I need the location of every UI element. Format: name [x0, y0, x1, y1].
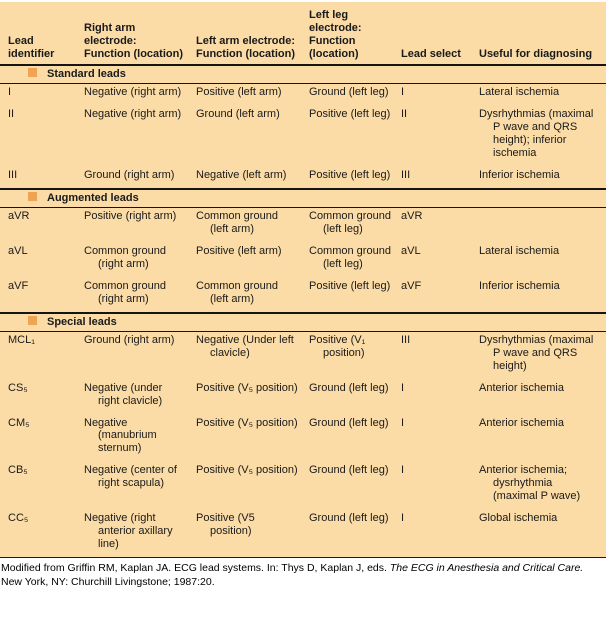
left-leg-cell: Ground (left leg): [309, 381, 389, 394]
right-arm-cell: Negative (center of right scapula): [84, 464, 177, 490]
lead-select-cell: I: [401, 86, 405, 99]
right-arm-cell: Positive (right arm): [84, 210, 177, 223]
section-header-standard-leads: [0, 65, 606, 83]
right-arm-cell: Negative (right arm): [84, 86, 182, 99]
lead-identifier-cell: CM₅: [8, 416, 30, 429]
right-arm-cell: Common ground (right arm): [84, 245, 166, 270]
diagnosing-cell: Global ischemia: [479, 511, 558, 524]
col-header-lead-select: Lead select: [401, 47, 461, 60]
lead-select-cell: III: [401, 168, 411, 181]
diagnosing-cell: Anterior ischemia; dysrhythmia (maximal P wave): [479, 464, 581, 502]
left-leg-cell: Positive (V₁ position): [309, 334, 366, 360]
table-row: [0, 278, 606, 314]
lead-identifier-cell: II: [8, 108, 15, 121]
lead-select-cell: II: [401, 108, 408, 121]
citation-book-title: The ECG in Anesthesia and Critical Care.: [389, 562, 584, 575]
diagnosing-cell: Lateral ischemia: [479, 245, 560, 258]
left-leg-cell: Positive (left leg): [309, 168, 391, 181]
diagnosing-cell: Anterior ischemia: [479, 416, 564, 429]
right-arm-cell: Negative (manubrium sternum): [84, 416, 157, 455]
left-leg-cell: Ground (left leg): [309, 416, 389, 429]
lead-identifier-cell: CB₅: [8, 464, 28, 477]
left-arm-cell: Positive (V₅ position): [196, 464, 298, 477]
col-header-left-leg: Left leg electrode: Function (location): [309, 9, 362, 60]
section-header-augmented-leads: [0, 189, 606, 207]
lead-identifier-cell: aVL: [8, 245, 28, 258]
lead-select-cell: aVR: [401, 210, 423, 223]
ecg-leads-table: [0, 2, 606, 558]
section-bullet-icon: [28, 192, 37, 201]
lead-identifier-cell: III: [8, 168, 18, 181]
left-leg-cell: Ground (left leg): [309, 511, 389, 524]
section-bullet-icon: [28, 68, 37, 77]
col-header-diagnosing: Useful for diagnosing: [479, 47, 593, 60]
table-row: [0, 415, 606, 463]
diagnosing-cell: Dysrhythmias (maximal P wave and QRS height): [479, 334, 594, 373]
table-row: [0, 380, 606, 415]
lead-select-cell: aVF: [401, 279, 422, 292]
table-row: [0, 510, 606, 558]
table-row: [0, 243, 606, 278]
left-leg-cell: Positive (left leg): [309, 108, 391, 121]
left-arm-cell: Positive (V5 position): [196, 511, 255, 537]
section-bullet-icon: [28, 316, 37, 325]
lead-identifier-cell: CC₅: [8, 511, 29, 524]
left-arm-cell: Common ground (left arm): [196, 210, 278, 236]
lead-select-cell: I: [401, 381, 405, 394]
right-arm-cell: Negative (right anterior axillary line): [84, 511, 173, 550]
lead-identifier-cell: CS₅: [8, 381, 28, 394]
left-arm-cell: Positive (V₅ position): [196, 381, 298, 394]
diagnosing-cell: Lateral ischemia: [479, 86, 560, 99]
col-header-lead-identifier: Lead identifier: [8, 34, 55, 60]
lead-identifier-cell: aVF: [8, 279, 29, 292]
left-leg-cell: Positive (left leg): [309, 279, 391, 292]
left-arm-cell: Common ground (left arm): [196, 279, 278, 305]
diagnosing-cell: Inferior ischemia: [479, 168, 560, 181]
right-arm-cell: Ground (right arm): [84, 168, 175, 181]
right-arm-cell: Common ground (right arm): [84, 279, 166, 305]
lead-identifier-cell: aVR: [8, 210, 30, 223]
header-row: [0, 2, 606, 65]
lead-select-cell: III: [401, 334, 411, 347]
left-leg-cell: Ground (left leg): [309, 464, 389, 477]
lead-identifier-cell: MCL₁: [8, 334, 35, 347]
left-arm-cell: Positive (left arm): [196, 86, 282, 99]
left-leg-cell: Ground (left leg): [309, 86, 389, 99]
table-row: [0, 462, 606, 510]
citation-prefix: Modified from Griffin RM, Kaplan JA. ECG lead systems. In: Thys D, Kaplan J, eds.: [1, 562, 390, 575]
section-title: Standard leads: [47, 68, 126, 81]
left-arm-cell: Positive (V₅ position): [196, 416, 298, 429]
left-arm-cell: Negative (Under left clavicle): [196, 334, 294, 360]
left-leg-cell: Common ground (left leg): [309, 210, 391, 236]
lead-select-cell: I: [401, 464, 405, 477]
diagnosing-cell: Anterior ischemia: [479, 381, 564, 394]
table-row: [0, 167, 606, 190]
left-arm-cell: Negative (left arm): [196, 168, 287, 181]
right-arm-cell: Negative (under right clavicle): [84, 381, 163, 407]
section-header-special-leads: [0, 313, 606, 331]
lead-select-cell: I: [401, 511, 405, 524]
left-arm-cell: Ground (left arm): [196, 108, 280, 121]
section-title: Augmented leads: [47, 192, 139, 205]
table-row: [0, 332, 606, 380]
lead-select-cell: I: [401, 416, 405, 429]
left-leg-cell: Common ground (left leg): [309, 245, 391, 270]
table-row: [0, 208, 606, 243]
table-row: [0, 106, 606, 166]
col-header-right-arm: Right arm electrode: Function (location): [84, 21, 183, 60]
section-title: Special leads: [47, 316, 117, 329]
lead-identifier-cell: I: [8, 86, 12, 99]
source-citation: [0, 558, 606, 590]
diagnosing-cell: [479, 208, 606, 243]
citation-suffix: New York, NY: Churchill Livingstone; 1987:20.: [1, 576, 215, 589]
right-arm-cell: Negative (right arm): [84, 108, 182, 121]
left-arm-cell: Positive (left arm): [196, 245, 282, 258]
diagnosing-cell: Dysrhythmias (maximal P wave and QRS height); inferior ischemia: [479, 108, 594, 159]
table-row: [0, 84, 606, 106]
right-arm-cell: Ground (right arm): [84, 334, 175, 347]
col-header-left-arm: Left arm electrode: Function (location): [196, 34, 296, 60]
diagnosing-cell: Inferior ischemia: [479, 279, 560, 292]
lead-select-cell: aVL: [401, 245, 421, 258]
